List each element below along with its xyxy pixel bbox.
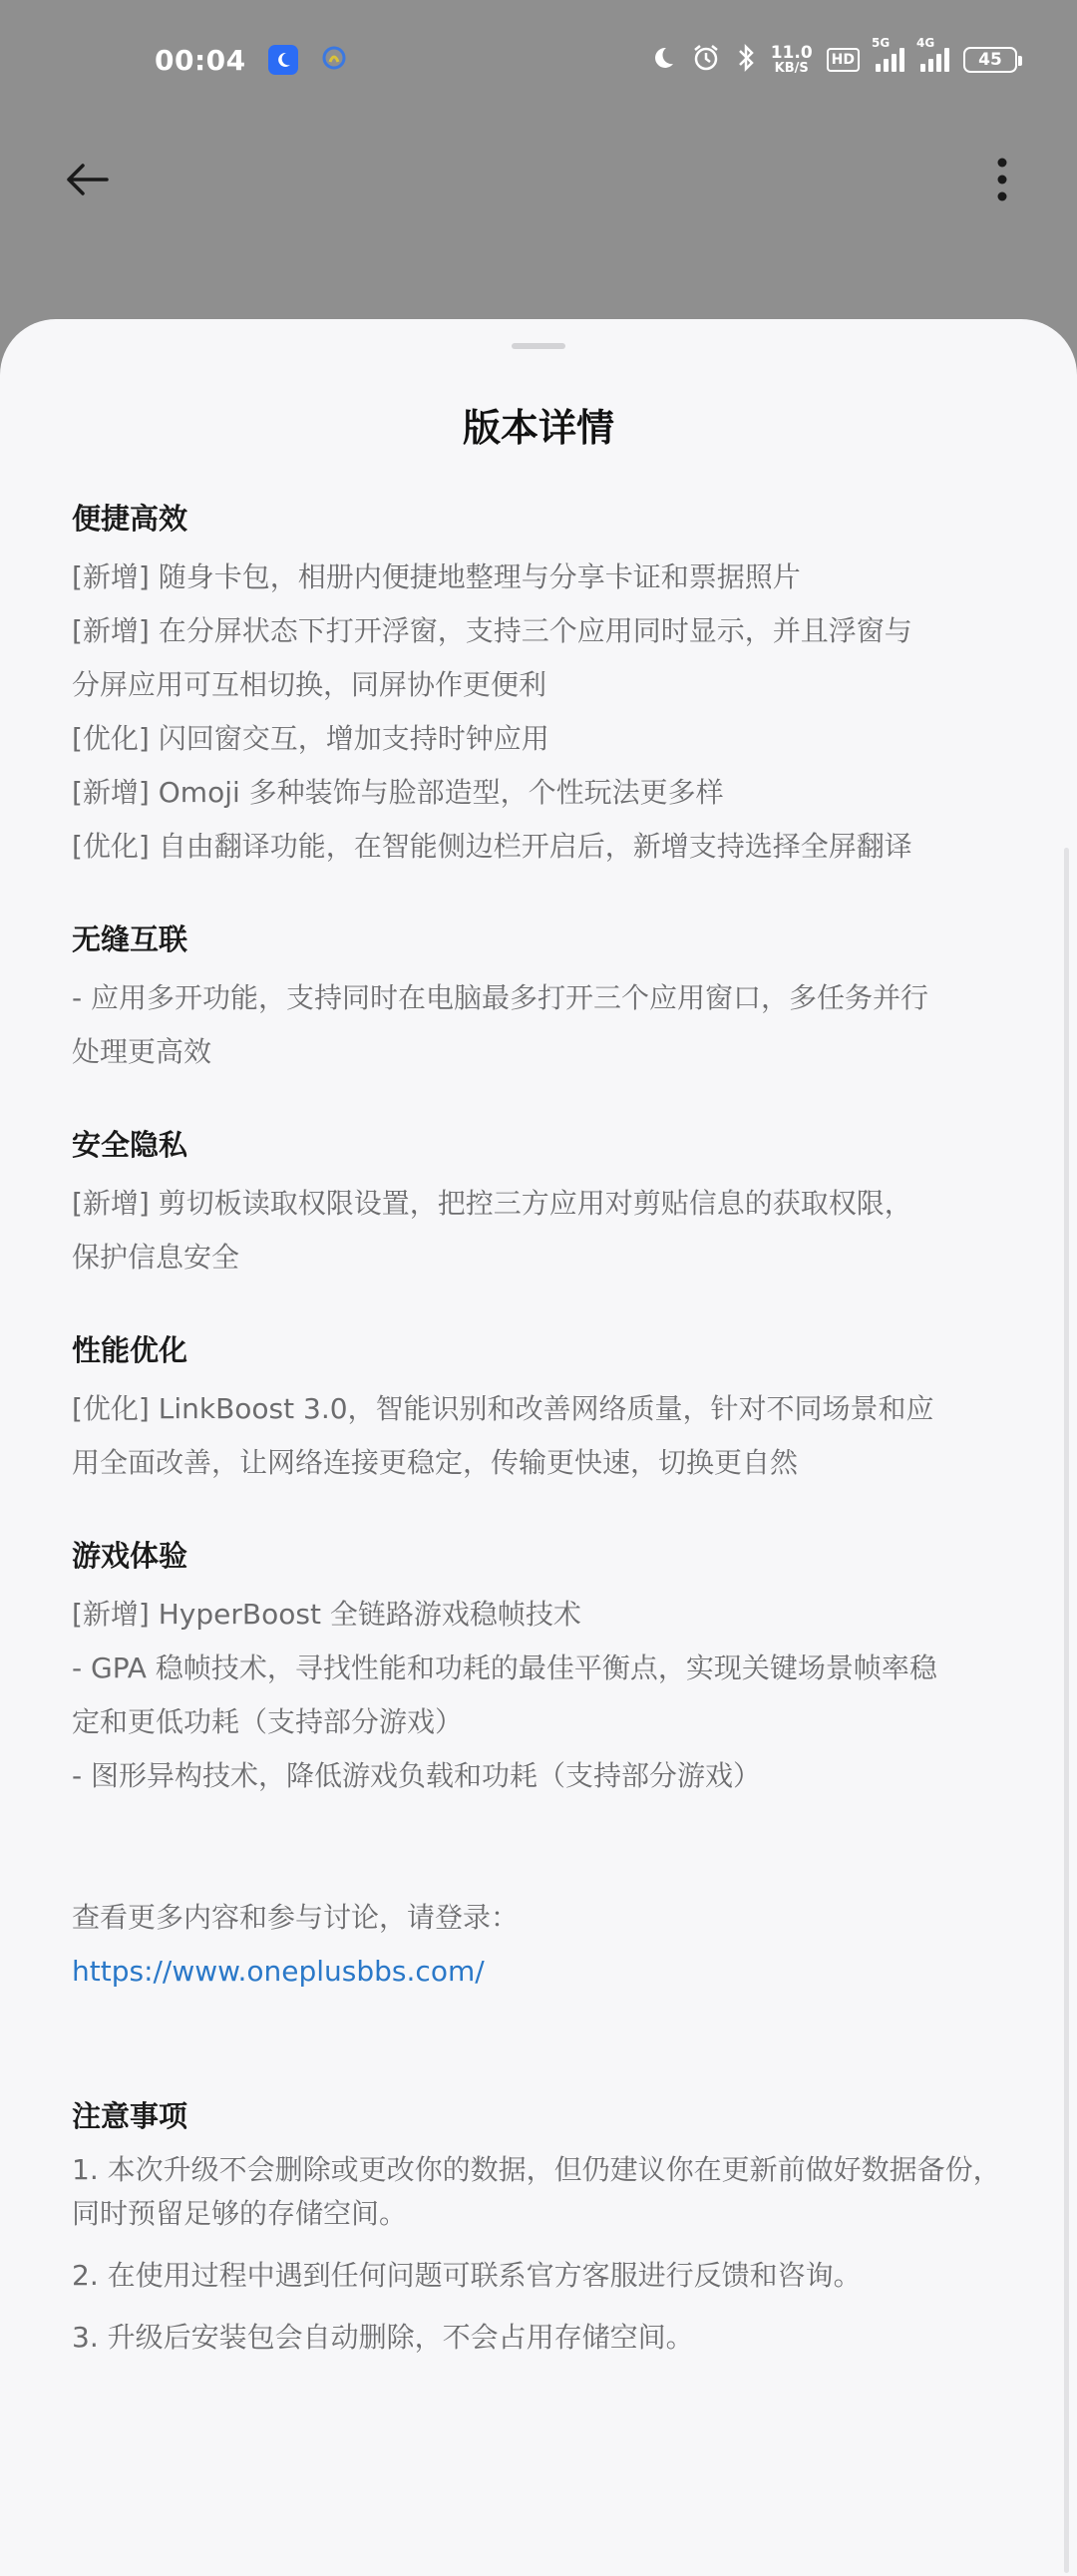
more-options-button[interactable] — [967, 145, 1037, 214]
sheet-drag-handle[interactable] — [512, 343, 565, 349]
section-title: 便捷高效 — [72, 502, 188, 536]
more-info — [72, 1891, 1009, 1999]
notes-section — [72, 2094, 1009, 2360]
notes-item: 3. 升级后安装包会自动删除，不会占用存储空间。 — [72, 2321, 694, 2354]
note-line: [优化] LinkBoost 3.0，智能识别和改善网络质量，针对不同场景和应 — [72, 1392, 934, 1425]
network-speed: 11.0 KB/S — [770, 42, 813, 76]
do-not-disturb-icon — [649, 44, 677, 76]
note-line: [优化] 自由翻译功能，在智能侧边栏开启后，新增支持选择全屏翻译 — [72, 830, 912, 863]
more-info-text: 查看更多内容和参与讨论，请登录： — [72, 1901, 520, 1934]
section-title: 无缝互联 — [72, 922, 188, 956]
note-line: [优化] 闪回窗交互，增加支持时钟应用 — [72, 722, 549, 755]
back-arrow-icon — [63, 162, 111, 197]
alarm-icon — [691, 43, 721, 77]
note-line: [新增] 剪切板读取权限设置，把控三方应用对剪贴信息的获取权限， — [72, 1187, 912, 1220]
version-details-sheet — [0, 319, 1077, 2576]
section-gaming — [72, 1534, 1009, 1803]
back-button[interactable] — [52, 145, 122, 214]
section-connectivity — [72, 918, 1009, 1079]
bluetooth-icon — [735, 43, 757, 77]
notes-title: 注意事项 — [72, 2099, 188, 2133]
note-line: [新增] HyperBoost 全链路游戏稳帧技术 — [72, 1598, 581, 1631]
forum-link[interactable]: https://www.oneplusbbs.com/ — [72, 1955, 485, 1988]
assistant-app-icon — [320, 44, 348, 76]
status-bar — [0, 0, 1077, 120]
sheet-title: 版本详情 — [462, 406, 614, 450]
signal-4g-icon: 4G — [918, 48, 949, 72]
section-convenience — [72, 497, 1009, 874]
scrollbar[interactable] — [1064, 848, 1069, 2573]
note-line: 处理更高效 — [72, 1035, 212, 1068]
release-notes — [72, 497, 1009, 2378]
battery-icon: 45 — [963, 47, 1017, 73]
note-line: - 应用多开功能，支持同时在电脑最多打开三个应用窗口，多任务并行 — [72, 981, 929, 1014]
note-line: 保护信息安全 — [72, 1241, 240, 1274]
toolbar — [0, 120, 1077, 239]
section-privacy — [72, 1123, 1009, 1285]
more-vertical-icon — [996, 158, 1008, 201]
notes-item: 2. 在使用过程中遇到任何问题可联系官方客服进行反馈和咨询。 — [72, 2259, 862, 2292]
note-line: - 图形异构技术，降低游戏负载和功耗（支持部分游戏） — [72, 1759, 762, 1792]
section-title: 安全隐私 — [72, 1128, 188, 1162]
hd-voice-icon: HD — [827, 48, 860, 72]
note-line: [新增] 随身卡包，相册内便捷地整理与分享卡证和票据照片 — [72, 560, 801, 593]
note-line: 分屏应用可互相切换，同屏协作更便利 — [72, 668, 547, 701]
note-line: 用全面改善，让网络连接更稳定，传输更快速，切换更自然 — [72, 1446, 799, 1479]
section-title: 性能优化 — [72, 1333, 188, 1367]
note-line: [新增] 在分屏状态下打开浮窗，支持三个应用同时显示，并且浮窗与 — [72, 614, 912, 647]
moon-app-icon — [268, 45, 298, 75]
note-line: [新增] Omoji 多种装饰与脸部造型，个性玩法更多样 — [72, 776, 724, 809]
status-time: 00:04 — [155, 43, 246, 77]
section-title: 游戏体验 — [72, 1539, 188, 1573]
notes-item: 1. 本次升级不会删除或更改你的数据，但仍建议你在更新前做好数据备份，同时预留足够的存储空间。 — [72, 2153, 1001, 2230]
section-performance — [72, 1328, 1009, 1490]
note-line: - GPA 稳帧技术，寻找性能和功耗的最佳平衡点，实现关键场景帧率稳 — [72, 1652, 937, 1684]
signal-5g-icon: 5G — [874, 48, 904, 72]
note-line: 定和更低功耗（支持部分游戏） — [72, 1705, 464, 1738]
